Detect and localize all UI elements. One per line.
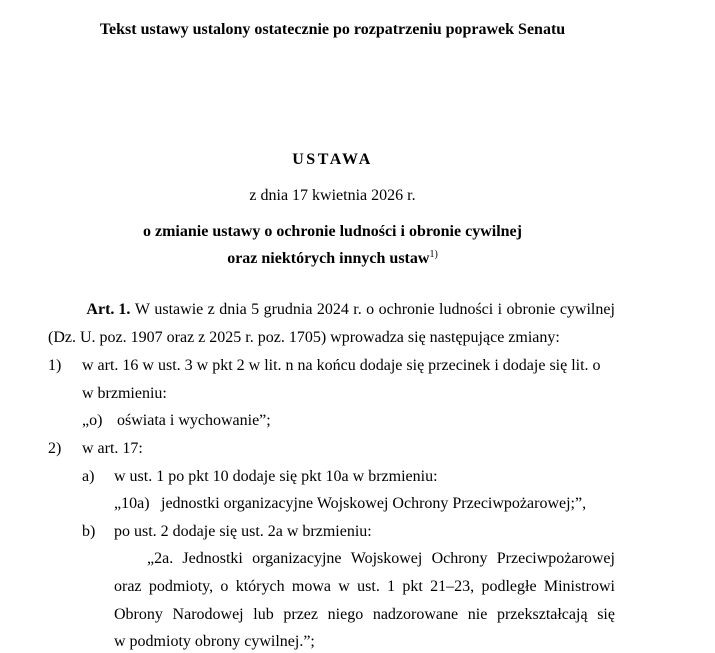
point-1-line-1: w art. 16 w ust. 3 w pkt 2 w lit. n na końcu dodaje się przecinek i dodaje się lit. o bbox=[82, 357, 601, 374]
point-1-line-2: w brzmieniu: bbox=[82, 385, 167, 402]
letter-b-quote-line-3: Obrony Narodowej lub przez niego nadzorowane nie przekształcają się bbox=[114, 606, 615, 623]
act-type-heading: USTAWA bbox=[292, 151, 373, 168]
point-1-number: 1) bbox=[48, 357, 62, 374]
letter-b-quote-line-1: „2a. Jednostki organizacyjne Wojskowej Ochrony Przeciwpożarowej bbox=[147, 550, 615, 567]
act-title-text: oraz niektórych innych ustaw bbox=[227, 250, 430, 267]
article-1-intro-line-1: Art. 1. W ustawie z dnia 5 grudnia 2024 r. o ochronie ludności i obronie cywilnej bbox=[86, 301, 615, 318]
point-2-number: 2) bbox=[48, 440, 62, 457]
letter-a-quote-text: jednostki organizacyjne Wojskowej Ochrony Przeciwpożarowej;”, bbox=[161, 495, 587, 512]
letter-a-label: a) bbox=[82, 468, 95, 485]
header-note: Tekst ustawy ustalony ostatecznie po rozpatrzeniu poprawek Senatu bbox=[99, 21, 566, 38]
point-1-quote-text: oświata i wychowanie”; bbox=[117, 412, 271, 429]
letter-b-quote-line-4: w podmioty obrony cywilnej.”; bbox=[114, 633, 315, 650]
act-date: z dnia 17 kwietnia 2026 r. bbox=[249, 187, 416, 204]
article-1-label: Art. 1. bbox=[86, 301, 131, 318]
act-title-line-1: o zmianie ustawy o ochronie ludności i obronie cywilnej bbox=[143, 223, 522, 240]
article-1-intro-line-2: (Dz. U. poz. 1907 oraz z 2025 r. poz. 1705) wprowadza się następujące zmiany: bbox=[48, 329, 560, 346]
point-2-line-1: w art. 17: bbox=[82, 440, 143, 457]
letter-a-quote-label: „10a) bbox=[114, 495, 150, 512]
letter-b-text: po ust. 2 dodaje się ust. 2a w brzmieniu: bbox=[114, 523, 372, 540]
letter-b-quote-line-2: oraz podmioty, o których mowa w ust. 1 pkt 21–23, podległe Ministrowi bbox=[114, 578, 615, 595]
letter-b-label: b) bbox=[82, 523, 96, 540]
point-1-quote-label: „o) bbox=[82, 412, 103, 429]
letter-a-text: w ust. 1 po pkt 10 dodaje się pkt 10a w brzmieniu: bbox=[114, 468, 438, 485]
footnote-reference: 1) bbox=[429, 249, 438, 260]
act-title-line-2 bbox=[0, 249, 665, 269]
